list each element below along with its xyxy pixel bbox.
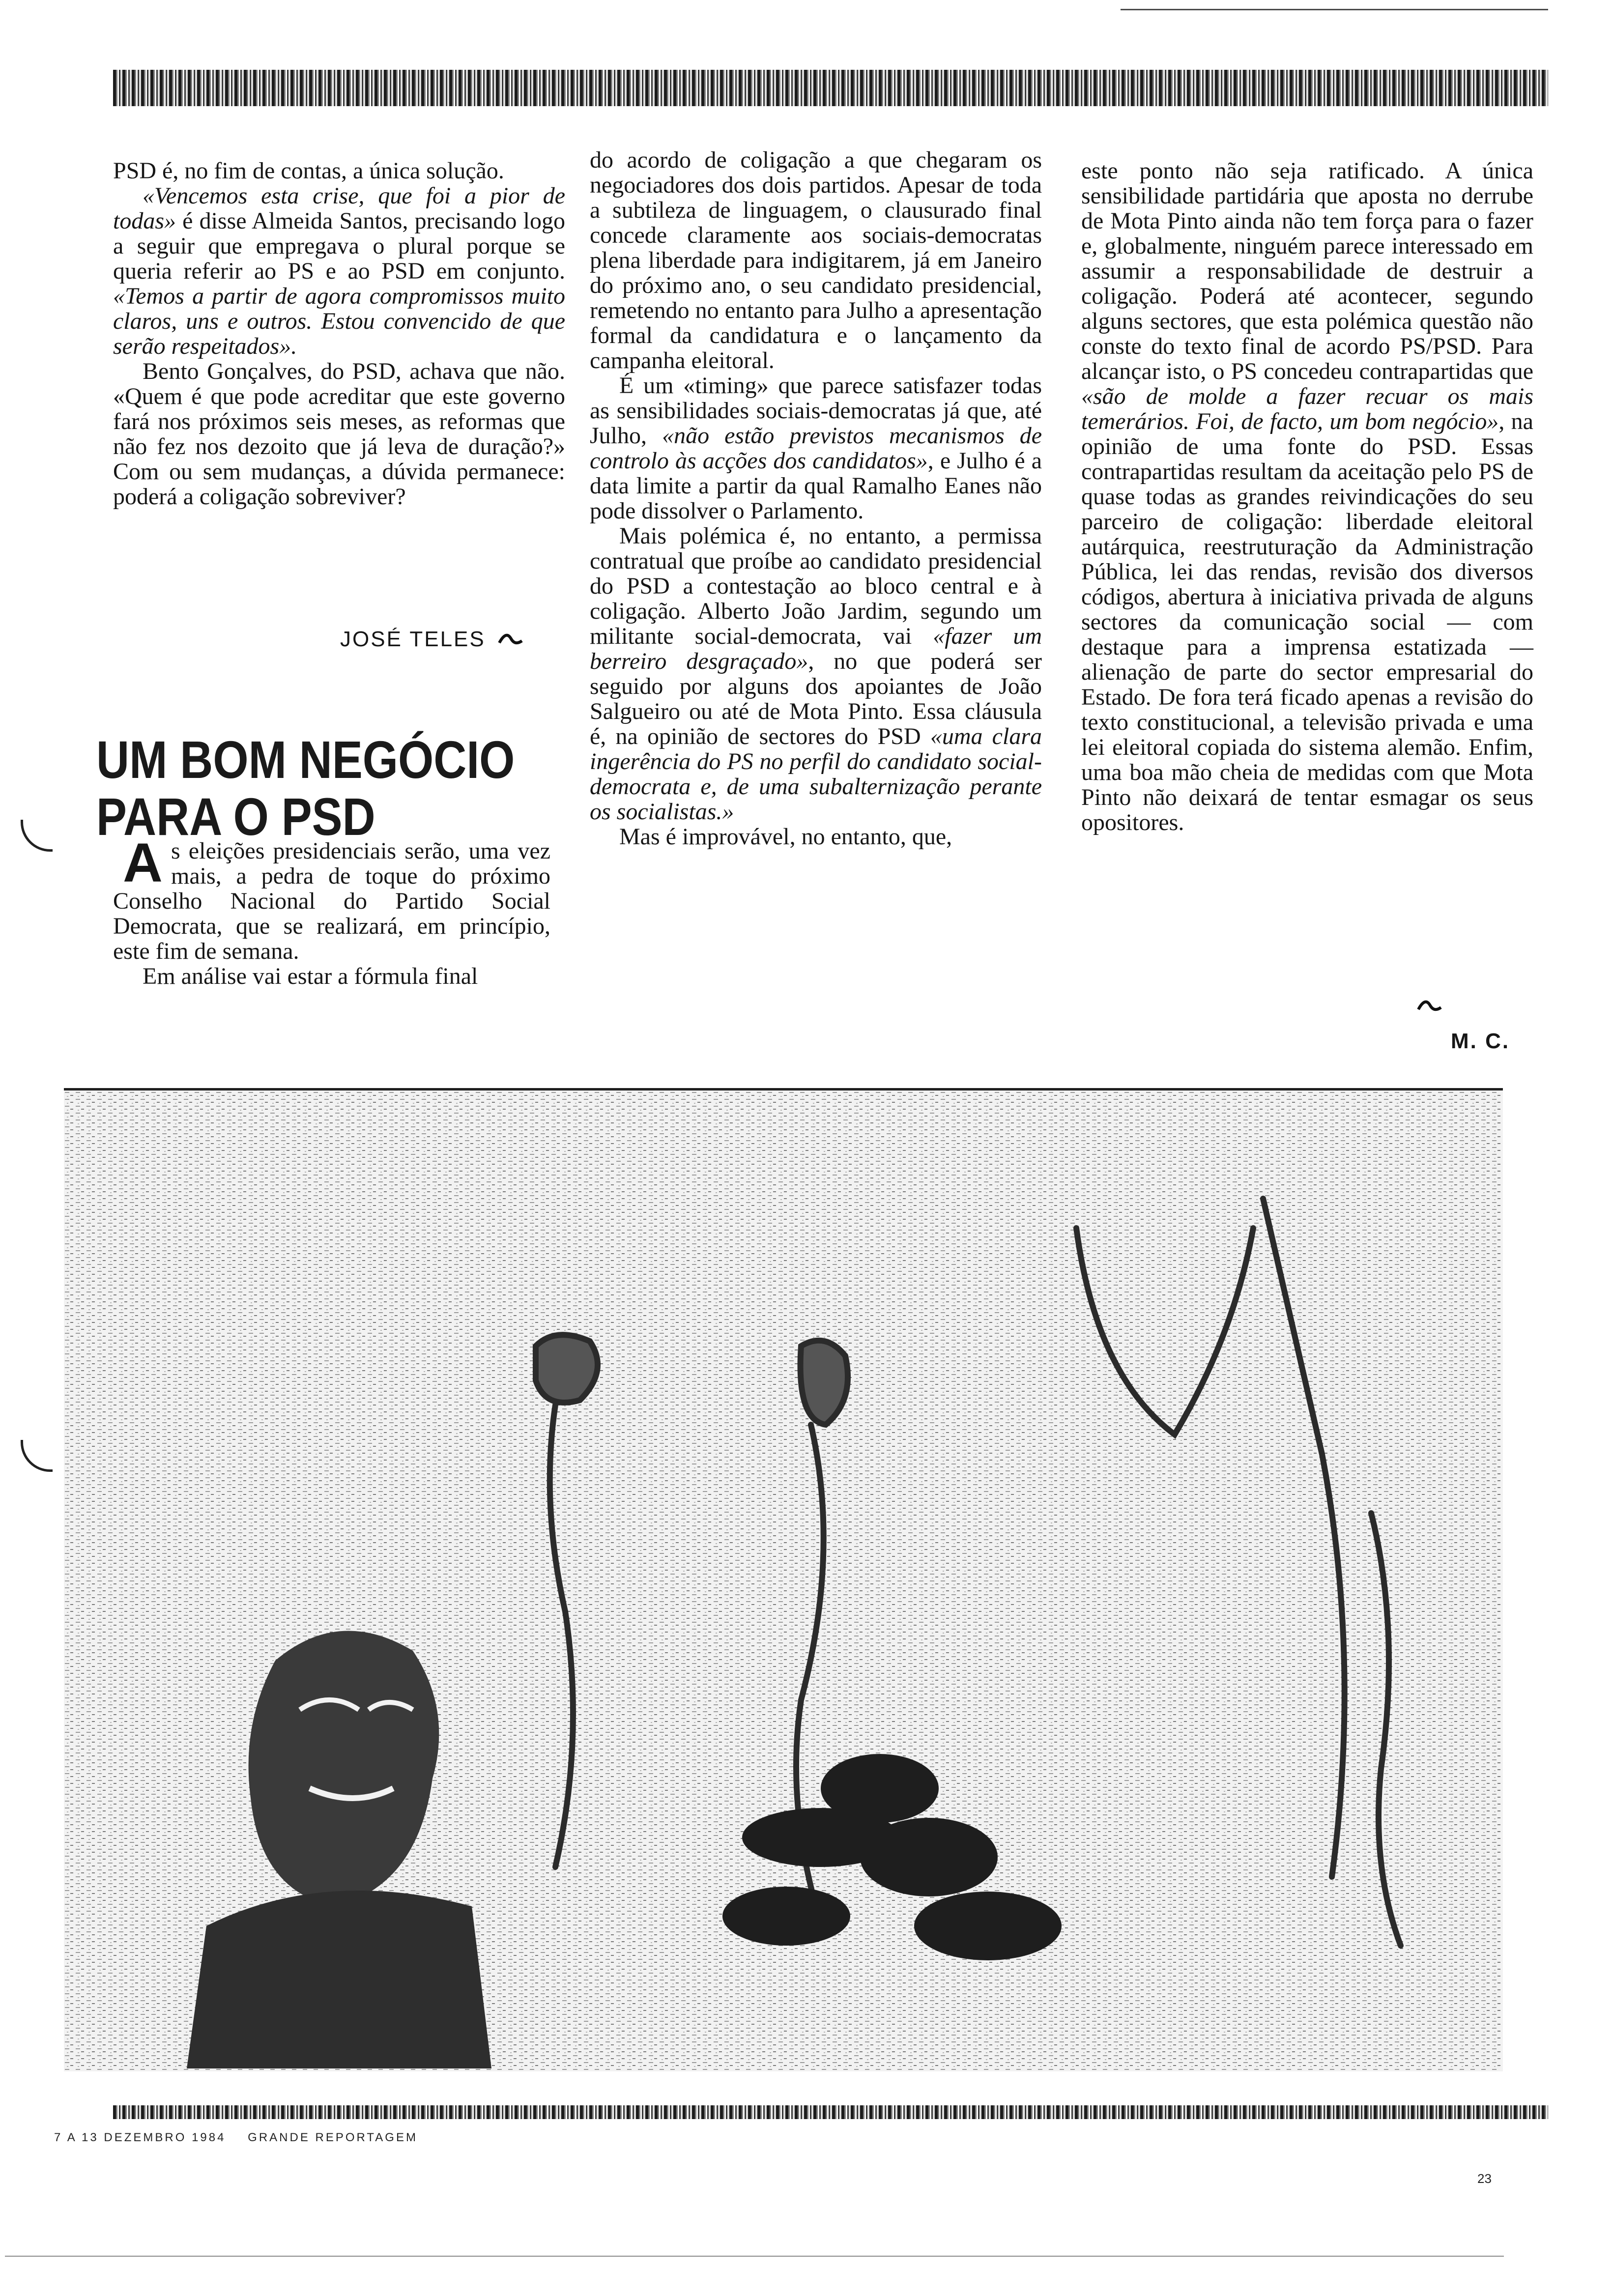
- lead-paragraph-2: Em análise vai estar a fórmula final: [143, 963, 478, 989]
- article1-paragraph: Bento Gonçalves, do PSD, achava que não. «Quem é que pode acreditar que este governo fará nos próximos seis meses, as reformas que não fez nos dezoito que já leva de duração?» Com ou sem mudanças, a dúvida permanece: poderá a coligação sobreviver?: [113, 358, 565, 510]
- quote-run: «uma clara ingerência do PS no perfil do candidato social-democrata e, de uma subalternização perante os socialistas.»: [590, 723, 1042, 825]
- article1-paragraph: PSD é, no fim de contas, a única solução.: [113, 158, 504, 184]
- article2-headline: [96, 731, 583, 845]
- headline-line-1: UM BOM NEGÓCIO: [96, 730, 515, 789]
- bottom-halftone-band: [113, 2105, 1548, 2119]
- article2-lead: [113, 832, 550, 989]
- binder-hole-mark: [21, 1440, 53, 1472]
- text-run: , e Julho é a data limite a partir da qual Ramalho Eanes não pode dissolver o Parlamento.: [590, 448, 1042, 524]
- photo: [64, 1088, 1503, 2071]
- text-run: este ponto não seja ratificado. A única sensibilidade partidária que aposta no derrube de Mota Pinto ainda não tem força para o fazer e, globalmente, ninguém parece interessado em assumir a responsabilidade de destruir a coligação. Poderá até acontecer, segundo alguns sectores, que esta polémica questão não conste do texto final de acordo PS/PSD. Para alcançar isto, o PS concedeu contrapartidas que: [1081, 158, 1533, 384]
- publication-name: GRANDE REPORTAGEM: [248, 2131, 418, 2144]
- article1-column: [113, 158, 565, 509]
- article1-quote: «Vencemos esta crise, que foi a pior de todas»: [113, 183, 565, 234]
- lead-text: s eleições presidenciais serão, uma vez mais, a pedra de toque do próximo Conselho Nacional do Partido Social Democrata, que se realizará, em princípio, este fim de semana.: [113, 838, 550, 964]
- lead-paragraph: [113, 832, 550, 964]
- article2-paragraph: do acordo de coligação a que chegaram os negociadores dos dois partidos. Apesar de toda a subtileza de linguagem, o clausurado final concede claramente aos sociais-democratas plena liberdade para indigitarem, já em Janeiro do próximo ano, o seu candidato presidencial, remetendo no entanto para Julho a apresentação formal da candidatura e o lançamento da campanha eleitoral.: [590, 147, 1042, 373]
- page-number: 23: [1477, 2171, 1492, 2186]
- article2-paragraph: Mas é improvável, no entanto, que,: [619, 824, 952, 850]
- article2-column-3: [1081, 158, 1533, 835]
- photo-illustration: [64, 1091, 1503, 2071]
- article2-paragraph: [1081, 158, 1533, 835]
- binder-hole-mark: [21, 820, 53, 852]
- text-run: É um «timing» que parece satisfazer todas as sensibilidades sociais-democratas já que, até Julho,: [590, 373, 1042, 449]
- quote-run: «não estão previstos mecanismos de controlo às acções dos candidatos»: [590, 423, 1042, 474]
- top-edge-line: [1121, 9, 1548, 10]
- page-footer: [54, 2131, 434, 2145]
- article2-author: M. C.: [1451, 1029, 1510, 1053]
- issue-date: 7 A 13 DEZEMBRO 1984: [54, 2131, 226, 2144]
- quote-run: «fazer um berreiro desgraçado»: [590, 623, 1042, 674]
- article1-author: JOSÉ TELES: [340, 627, 486, 651]
- article1-text: é disse Almeida Santos, precisando logo a seguir que empregava o plural porque se queria referir ao PS e ao PSD em conjunto.: [113, 208, 565, 284]
- top-halftone-band: [113, 70, 1548, 106]
- article1-paragraph: [113, 183, 565, 359]
- drop-cap: A: [123, 832, 163, 893]
- bottom-edge-line: [5, 2256, 1504, 2257]
- article1-quote: «Temos a partir de agora compromissos muito claros, uns e outros. Estou convencido de que serão respeitados».: [113, 283, 565, 359]
- quote-run: «são de molde a fazer recuar os mais temerários. Foi, de facto, um bom negócio»: [1081, 383, 1533, 434]
- pen-mark-icon: [496, 628, 524, 650]
- article2-paragraph: [590, 523, 1042, 824]
- pen-mark-icon: [1415, 995, 1443, 1016]
- headline-line-2: PARA O PSD: [96, 787, 375, 846]
- article2-paragraph: [590, 373, 1042, 523]
- text-run: Mais polémica é, no entanto, a permissa contratual que proíbe ao candidato presidencial do PSD a contestação ao bloco central e à coligação. Alberto João Jardim, segundo um militante social-democrata, vai: [590, 523, 1042, 649]
- text-run: , no que poderá ser seguido por alguns dos apoiantes de João Salgueiro ou até de Mota Pinto. Essa cláusula é, na opinião de sectores do PSD: [590, 648, 1042, 749]
- text-run: , na opinião de uma fonte do PSD. Essas contrapartidas resultam da aceitação pelo PS de quase todas as grandes reivindicações do seu parceiro de coligação: liberdade eleitoral autárquica, reestruturação da Administração Pública, lei das rendas, revisão dos diversos códigos, abertura à iniciativa privada de alguns sectores da comunicação social — com destaque para a imprensa estatizada — alienação de parte do sector empresarial do Estado. De fora terá ficado apenas a revisão do texto constitucional, a televisão privada e uma lei eleitoral copiada do sistema alemão. Enfim, uma boa mão cheia de medidas com que Mota Pinto não deixará de tentar esmagar os seus opositores.: [1081, 408, 1533, 835]
- article2-column-2: [590, 147, 1042, 849]
